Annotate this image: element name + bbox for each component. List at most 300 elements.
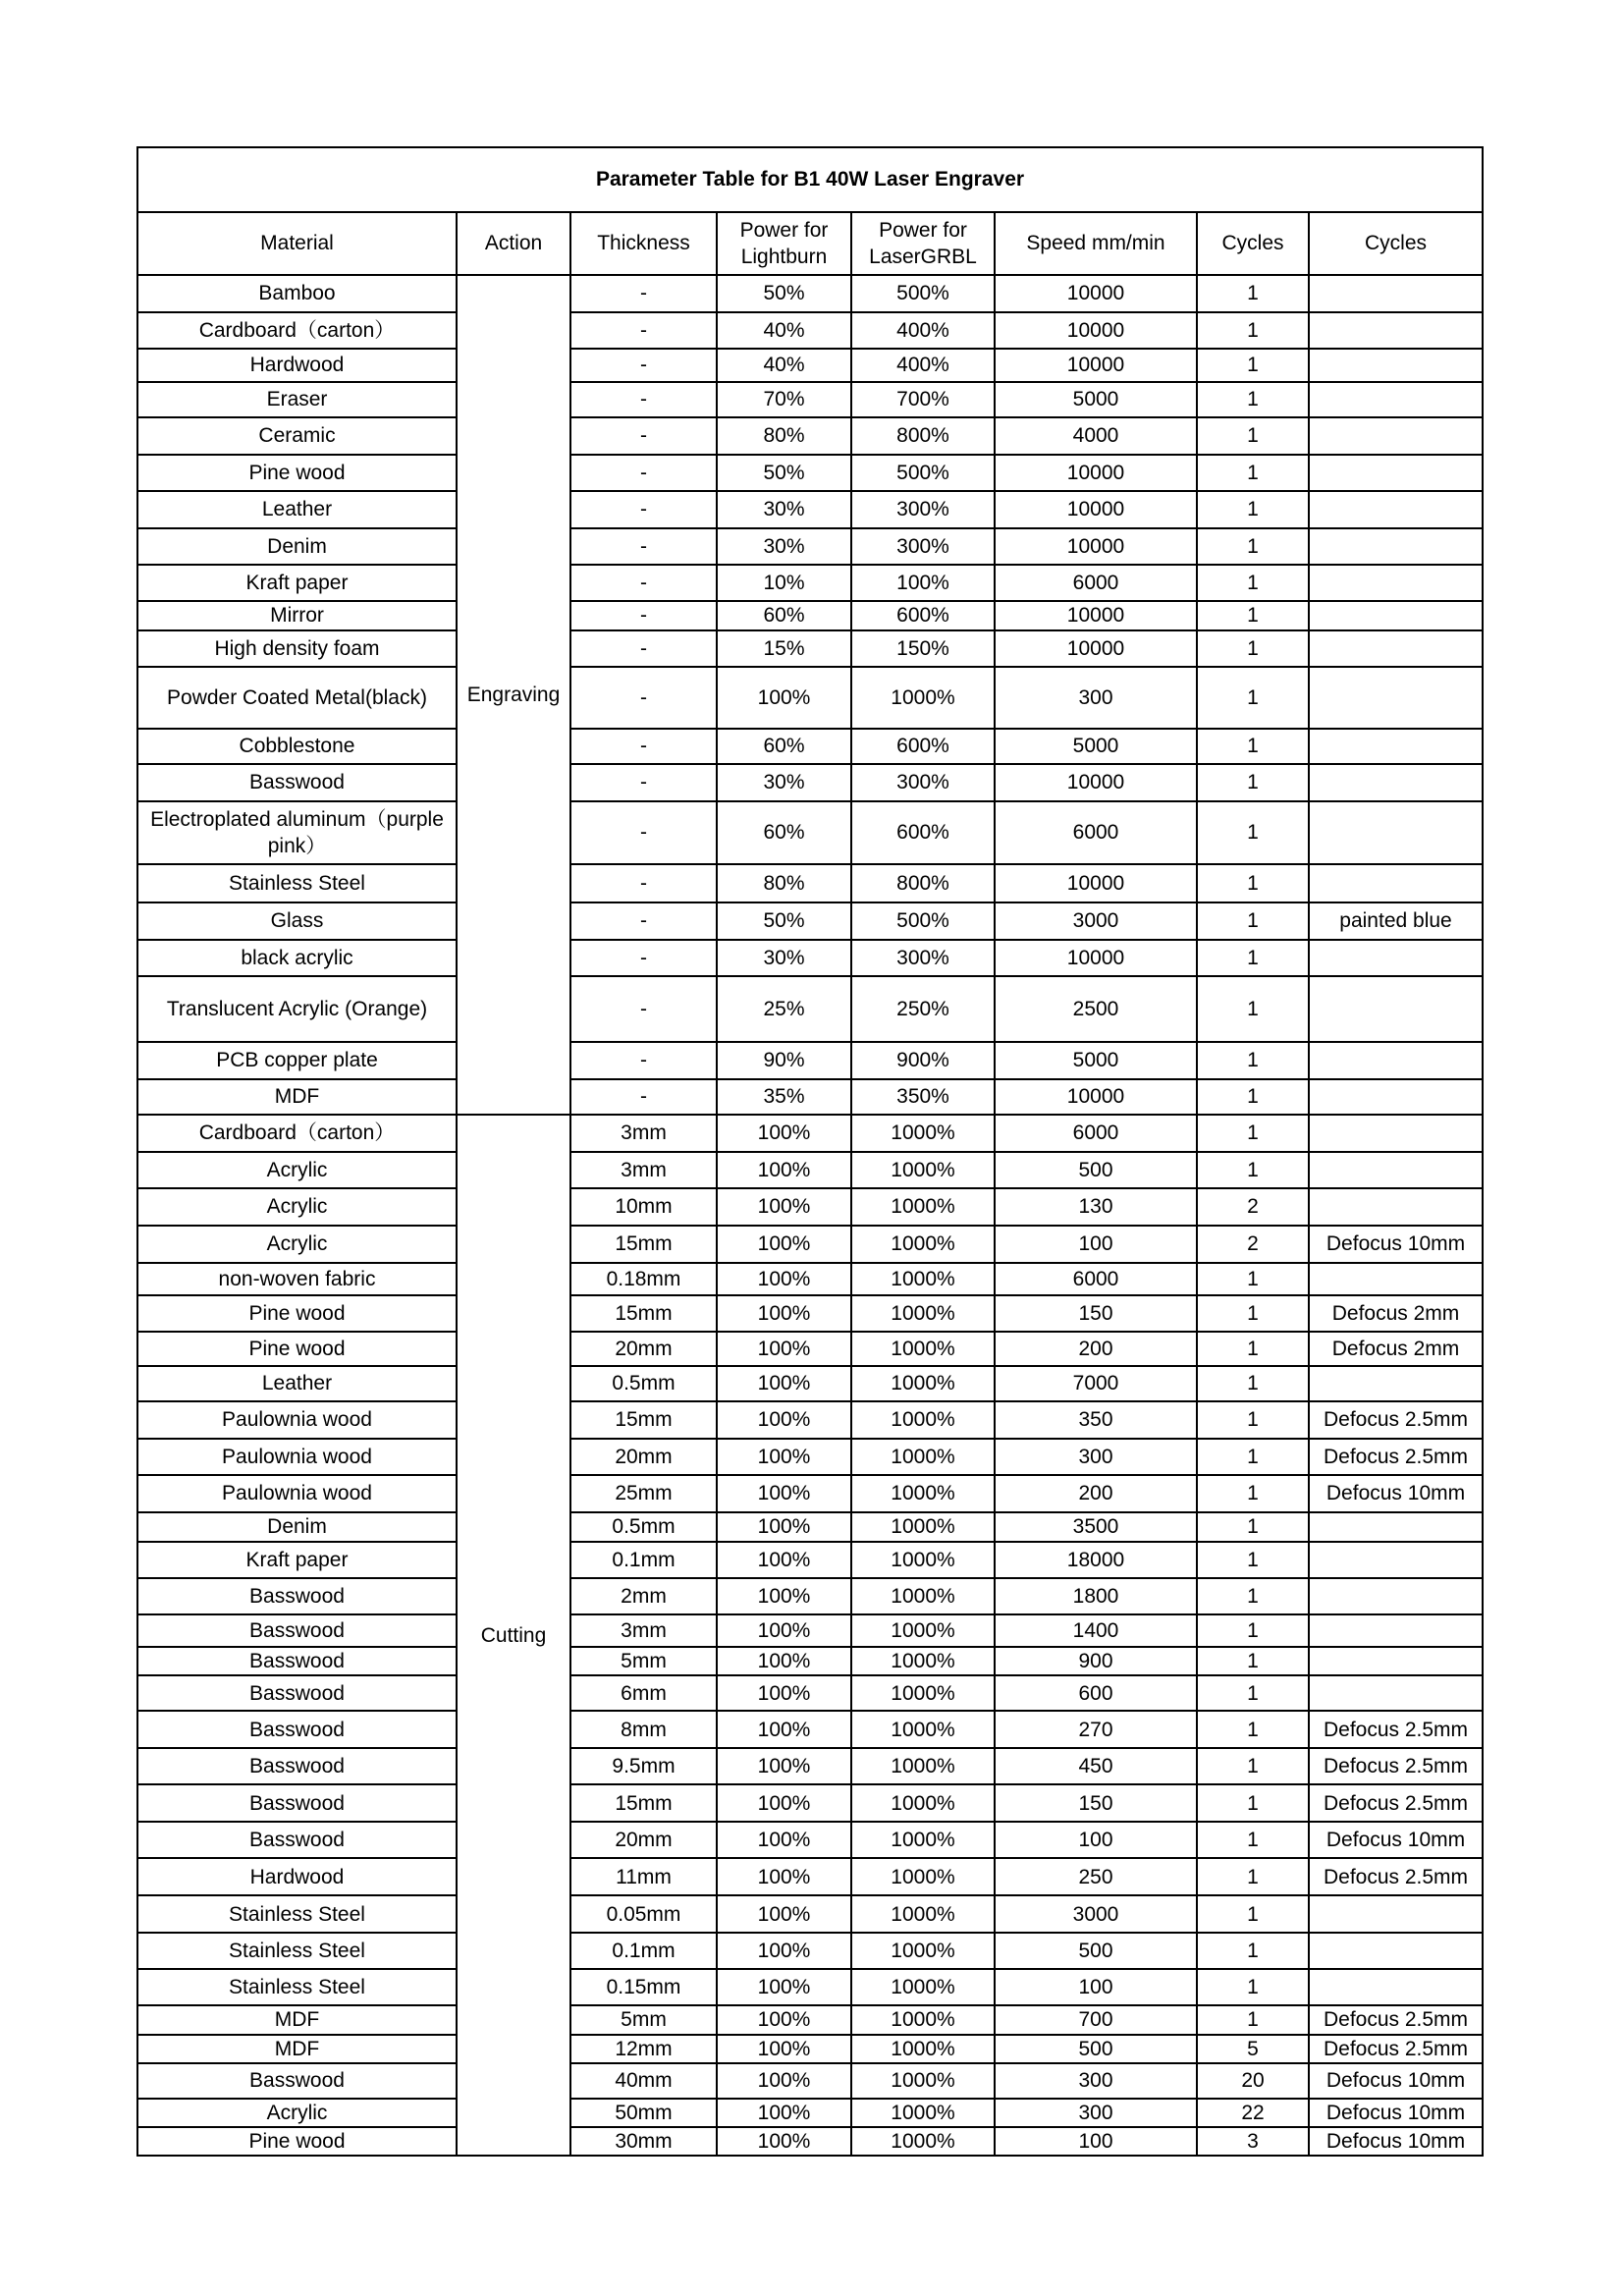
power-lightburn-cell: 100% xyxy=(717,1542,851,1578)
power-lightburn-cell: 100% xyxy=(717,1332,851,1366)
thickness-cell: 0.5mm xyxy=(570,1512,717,1542)
material-cell: Basswood xyxy=(137,1578,457,1614)
speed-cell: 4000 xyxy=(995,417,1197,455)
cycles-cell: 1 xyxy=(1197,1542,1309,1578)
material-cell: Powder Coated Metal(black) xyxy=(137,667,457,729)
table-title: Parameter Table for B1 40W Laser Engraver xyxy=(137,147,1483,212)
power-lightburn-cell: 100% xyxy=(717,1969,851,2005)
note-cell xyxy=(1309,976,1483,1042)
header-cycles: Cycles xyxy=(1197,212,1309,275)
power-lightburn-cell: 100% xyxy=(717,2035,851,2063)
header-action: Action xyxy=(457,212,570,275)
cycles-cell: 2 xyxy=(1197,1188,1309,1226)
cycles-cell: 1 xyxy=(1197,275,1309,312)
material-cell: Mirror xyxy=(137,601,457,630)
material-cell: Acrylic xyxy=(137,1152,457,1188)
cycles-cell: 1 xyxy=(1197,1079,1309,1115)
speed-cell: 1400 xyxy=(995,1614,1197,1647)
material-cell: Pine wood xyxy=(137,2127,457,2156)
cycles-cell: 1 xyxy=(1197,764,1309,801)
table-row xyxy=(137,902,1483,940)
power-lasergrbl-cell: 1000% xyxy=(851,1512,995,1542)
material-cell: Basswood xyxy=(137,764,457,801)
power-lasergrbl-cell: 300% xyxy=(851,940,995,976)
table-row xyxy=(137,864,1483,902)
power-lasergrbl-cell: 400% xyxy=(851,312,995,349)
thickness-cell: 5mm xyxy=(570,2005,717,2034)
material-cell: Basswood xyxy=(137,1675,457,1711)
thickness-cell: 15mm xyxy=(570,1295,717,1332)
note-cell: Defocus 2mm xyxy=(1309,1295,1483,1332)
power-lasergrbl-cell: 300% xyxy=(851,528,995,565)
power-lasergrbl-cell: 1000% xyxy=(851,1188,995,1226)
speed-cell: 6000 xyxy=(995,1115,1197,1152)
cycles-cell: 1 xyxy=(1197,940,1309,976)
thickness-cell: 25mm xyxy=(570,1475,717,1512)
thickness-cell: 3mm xyxy=(570,1614,717,1647)
power-lasergrbl-cell: 1000% xyxy=(851,1366,995,1401)
cycles-cell: 1 xyxy=(1197,1647,1309,1675)
material-cell: Acrylic xyxy=(137,1226,457,1263)
speed-cell: 700 xyxy=(995,2005,1197,2034)
table-row xyxy=(137,1115,1483,1152)
power-lasergrbl-cell: 100% xyxy=(851,565,995,601)
power-lasergrbl-cell: 1000% xyxy=(851,1439,995,1475)
cycles-cell: 1 xyxy=(1197,1895,1309,1933)
cycles-cell: 1 xyxy=(1197,1675,1309,1711)
power-lasergrbl-cell: 1000% xyxy=(851,2127,995,2156)
material-cell: Paulownia wood xyxy=(137,1401,457,1439)
note-cell: Defocus 10mm xyxy=(1309,2099,1483,2127)
power-lightburn-cell: 50% xyxy=(717,455,851,491)
note-cell xyxy=(1309,275,1483,312)
material-cell: Stainless Steel xyxy=(137,1933,457,1969)
material-cell: MDF xyxy=(137,2035,457,2063)
note-cell xyxy=(1309,455,1483,491)
table-row xyxy=(137,1079,1483,1115)
note-cell: Defocus 2.5mm xyxy=(1309,2035,1483,2063)
table-row xyxy=(137,1152,1483,1188)
note-cell: Defocus 2.5mm xyxy=(1309,1784,1483,1822)
table-row xyxy=(137,528,1483,565)
power-lasergrbl-cell: 1000% xyxy=(851,1578,995,1614)
table-row xyxy=(137,2005,1483,2034)
power-lightburn-cell: 70% xyxy=(717,382,851,417)
cycles-cell: 1 xyxy=(1197,1711,1309,1748)
table-row xyxy=(137,1512,1483,1542)
cycles-cell: 2 xyxy=(1197,1226,1309,1263)
power-lasergrbl-cell: 1000% xyxy=(851,2099,995,2127)
material-cell: Stainless Steel xyxy=(137,1969,457,2005)
material-cell: Translucent Acrylic (Orange) xyxy=(137,976,457,1042)
material-cell: Acrylic xyxy=(137,2099,457,2127)
note-cell xyxy=(1309,1079,1483,1115)
material-cell: black acrylic xyxy=(137,940,457,976)
power-lasergrbl-cell: 1000% xyxy=(851,1822,995,1858)
speed-cell: 10000 xyxy=(995,864,1197,902)
power-lasergrbl-cell: 1000% xyxy=(851,2005,995,2034)
note-cell: Defocus 2.5mm xyxy=(1309,1858,1483,1895)
power-lasergrbl-cell: 1000% xyxy=(851,1969,995,2005)
material-cell: Basswood xyxy=(137,1784,457,1822)
thickness-cell: 3mm xyxy=(570,1115,717,1152)
note-cell xyxy=(1309,1933,1483,1969)
note-cell: Defocus 10mm xyxy=(1309,1226,1483,1263)
cycles-cell: 1 xyxy=(1197,1295,1309,1332)
power-lightburn-cell: 80% xyxy=(717,864,851,902)
material-cell: Ceramic xyxy=(137,417,457,455)
power-lasergrbl-cell: 300% xyxy=(851,491,995,528)
material-cell: Pine wood xyxy=(137,1295,457,1332)
cycles-cell: 1 xyxy=(1197,801,1309,864)
table-row xyxy=(137,1822,1483,1858)
power-lasergrbl-cell: 600% xyxy=(851,729,995,764)
table-row xyxy=(137,1295,1483,1332)
note-cell: Defocus 2mm xyxy=(1309,1332,1483,1366)
power-lightburn-cell: 50% xyxy=(717,902,851,940)
power-lasergrbl-cell: 900% xyxy=(851,1042,995,1079)
note-cell xyxy=(1309,601,1483,630)
cycles-cell: 1 xyxy=(1197,1858,1309,1895)
thickness-cell: - xyxy=(570,864,717,902)
table-row xyxy=(137,1439,1483,1475)
action-cell: Engraving xyxy=(457,275,570,1115)
material-cell: Cobblestone xyxy=(137,729,457,764)
table-row xyxy=(137,801,1483,864)
cycles-cell: 20 xyxy=(1197,2063,1309,2099)
table-body xyxy=(137,275,1483,2156)
table-row xyxy=(137,491,1483,528)
note-cell xyxy=(1309,1895,1483,1933)
speed-cell: 6000 xyxy=(995,565,1197,601)
cycles-cell: 1 xyxy=(1197,1439,1309,1475)
thickness-cell: 15mm xyxy=(570,1401,717,1439)
power-lightburn-cell: 100% xyxy=(717,2063,851,2099)
material-cell: Kraft paper xyxy=(137,1542,457,1578)
power-lightburn-cell: 100% xyxy=(717,2099,851,2127)
speed-cell: 300 xyxy=(995,667,1197,729)
table-row xyxy=(137,1895,1483,1933)
power-lightburn-cell: 100% xyxy=(717,1226,851,1263)
power-lasergrbl-cell: 1000% xyxy=(851,1748,995,1784)
note-cell xyxy=(1309,940,1483,976)
material-cell: Basswood xyxy=(137,1711,457,1748)
cycles-cell: 1 xyxy=(1197,902,1309,940)
table-row xyxy=(137,2127,1483,2156)
table-row xyxy=(137,1675,1483,1711)
thickness-cell: - xyxy=(570,565,717,601)
note-cell xyxy=(1309,729,1483,764)
cycles-cell: 3 xyxy=(1197,2127,1309,2156)
material-cell: Basswood xyxy=(137,1647,457,1675)
power-lasergrbl-cell: 250% xyxy=(851,976,995,1042)
table-row xyxy=(137,455,1483,491)
thickness-cell: 20mm xyxy=(570,1439,717,1475)
thickness-cell: 5mm xyxy=(570,1647,717,1675)
table-row xyxy=(137,976,1483,1042)
table-row xyxy=(137,1711,1483,1748)
speed-cell: 250 xyxy=(995,1858,1197,1895)
power-lightburn-cell: 100% xyxy=(717,1295,851,1332)
thickness-cell: 0.1mm xyxy=(570,1542,717,1578)
table-row xyxy=(137,1933,1483,1969)
table-row xyxy=(137,1475,1483,1512)
power-lightburn-cell: 80% xyxy=(717,417,851,455)
thickness-cell: - xyxy=(570,940,717,976)
note-cell xyxy=(1309,864,1483,902)
power-lightburn-cell: 35% xyxy=(717,1079,851,1115)
material-cell: Hardwood xyxy=(137,349,457,382)
thickness-cell: - xyxy=(570,630,717,667)
speed-cell: 300 xyxy=(995,1439,1197,1475)
table-row xyxy=(137,1614,1483,1647)
thickness-cell: - xyxy=(570,1079,717,1115)
note-cell xyxy=(1309,1188,1483,1226)
speed-cell: 300 xyxy=(995,2099,1197,2127)
speed-cell: 10000 xyxy=(995,312,1197,349)
power-lasergrbl-cell: 1000% xyxy=(851,1401,995,1439)
cycles-cell: 1 xyxy=(1197,729,1309,764)
cycles-cell: 1 xyxy=(1197,1263,1309,1295)
speed-cell: 3000 xyxy=(995,902,1197,940)
speed-cell: 1800 xyxy=(995,1578,1197,1614)
speed-cell: 100 xyxy=(995,1969,1197,2005)
power-lightburn-cell: 25% xyxy=(717,976,851,1042)
material-cell: Kraft paper xyxy=(137,565,457,601)
table-row xyxy=(137,601,1483,630)
cycles-cell: 1 xyxy=(1197,1152,1309,1188)
speed-cell: 270 xyxy=(995,1711,1197,1748)
material-cell: High density foam xyxy=(137,630,457,667)
power-lightburn-cell: 100% xyxy=(717,1675,851,1711)
power-lightburn-cell: 100% xyxy=(717,1115,851,1152)
note-cell: Defocus 10mm xyxy=(1309,2127,1483,2156)
power-lightburn-cell: 100% xyxy=(717,667,851,729)
thickness-cell: - xyxy=(570,491,717,528)
material-cell: Stainless Steel xyxy=(137,864,457,902)
cycles-cell: 5 xyxy=(1197,2035,1309,2063)
power-lightburn-cell: 100% xyxy=(717,1401,851,1439)
cycles-cell: 1 xyxy=(1197,864,1309,902)
note-cell xyxy=(1309,491,1483,528)
thickness-cell: - xyxy=(570,455,717,491)
cycles-cell: 1 xyxy=(1197,1933,1309,1969)
power-lasergrbl-cell: 500% xyxy=(851,455,995,491)
table-row xyxy=(137,312,1483,349)
power-lasergrbl-cell: 700% xyxy=(851,382,995,417)
note-cell: Defocus 10mm xyxy=(1309,1475,1483,1512)
power-lightburn-cell: 15% xyxy=(717,630,851,667)
thickness-cell: - xyxy=(570,667,717,729)
speed-cell: 10000 xyxy=(995,601,1197,630)
power-lightburn-cell: 100% xyxy=(717,1152,851,1188)
power-lightburn-cell: 40% xyxy=(717,312,851,349)
material-cell: Cardboard（carton） xyxy=(137,1115,457,1152)
power-lightburn-cell: 100% xyxy=(717,2005,851,2034)
speed-cell: 500 xyxy=(995,2035,1197,2063)
power-lasergrbl-cell: 1000% xyxy=(851,1647,995,1675)
power-lightburn-cell: 100% xyxy=(717,1512,851,1542)
header-row xyxy=(137,212,1483,275)
power-lightburn-cell: 100% xyxy=(717,1858,851,1895)
cycles-cell: 22 xyxy=(1197,2099,1309,2127)
speed-cell: 10000 xyxy=(995,455,1197,491)
table-row xyxy=(137,565,1483,601)
table-row xyxy=(137,349,1483,382)
power-lightburn-cell: 30% xyxy=(717,491,851,528)
thickness-cell: 12mm xyxy=(570,2035,717,2063)
speed-cell: 10000 xyxy=(995,630,1197,667)
speed-cell: 10000 xyxy=(995,764,1197,801)
note-cell xyxy=(1309,1152,1483,1188)
speed-cell: 500 xyxy=(995,1933,1197,1969)
power-lasergrbl-cell: 1000% xyxy=(851,1115,995,1152)
thickness-cell: 0.15mm xyxy=(570,1969,717,2005)
power-lightburn-cell: 100% xyxy=(717,1748,851,1784)
thickness-cell: - xyxy=(570,417,717,455)
note-cell xyxy=(1309,801,1483,864)
note-cell xyxy=(1309,382,1483,417)
power-lightburn-cell: 100% xyxy=(717,1439,851,1475)
power-lasergrbl-cell: 350% xyxy=(851,1079,995,1115)
note-cell: Defocus 2.5mm xyxy=(1309,1439,1483,1475)
power-lightburn-cell: 60% xyxy=(717,801,851,864)
table-row xyxy=(137,1784,1483,1822)
note-cell xyxy=(1309,1675,1483,1711)
thickness-cell: 2mm xyxy=(570,1578,717,1614)
power-lightburn-cell: 30% xyxy=(717,764,851,801)
material-cell: Hardwood xyxy=(137,1858,457,1895)
note-cell xyxy=(1309,630,1483,667)
table-row xyxy=(137,2063,1483,2099)
cycles-cell: 1 xyxy=(1197,455,1309,491)
note-cell xyxy=(1309,1512,1483,1542)
cycles-cell: 1 xyxy=(1197,312,1309,349)
power-lasergrbl-cell: 1000% xyxy=(851,1675,995,1711)
speed-cell: 10000 xyxy=(995,1079,1197,1115)
thickness-cell: - xyxy=(570,801,717,864)
note-cell xyxy=(1309,1115,1483,1152)
power-lasergrbl-cell: 1000% xyxy=(851,1295,995,1332)
table-row xyxy=(137,382,1483,417)
thickness-cell: 0.18mm xyxy=(570,1263,717,1295)
thickness-cell: 10mm xyxy=(570,1188,717,1226)
power-lightburn-cell: 100% xyxy=(717,1647,851,1675)
table-row xyxy=(137,1969,1483,2005)
cycles-cell: 1 xyxy=(1197,1332,1309,1366)
thickness-cell: 0.05mm xyxy=(570,1895,717,1933)
speed-cell: 150 xyxy=(995,1295,1197,1332)
thickness-cell: - xyxy=(570,382,717,417)
power-lasergrbl-cell: 500% xyxy=(851,275,995,312)
material-cell: MDF xyxy=(137,2005,457,2034)
speed-cell: 10000 xyxy=(995,349,1197,382)
power-lasergrbl-cell: 800% xyxy=(851,864,995,902)
speed-cell: 100 xyxy=(995,2127,1197,2156)
power-lasergrbl-cell: 600% xyxy=(851,801,995,864)
table-row xyxy=(137,1226,1483,1263)
cycles-cell: 1 xyxy=(1197,1578,1309,1614)
note-cell xyxy=(1309,1614,1483,1647)
speed-cell: 900 xyxy=(995,1647,1197,1675)
table-row xyxy=(137,1332,1483,1366)
power-lightburn-cell: 100% xyxy=(717,1263,851,1295)
speed-cell: 100 xyxy=(995,1226,1197,1263)
power-lightburn-cell: 30% xyxy=(717,528,851,565)
note-cell: Defocus 10mm xyxy=(1309,2063,1483,2099)
thickness-cell: 30mm xyxy=(570,2127,717,2156)
note-cell: painted blue xyxy=(1309,902,1483,940)
table-row xyxy=(137,1578,1483,1614)
table-row xyxy=(137,729,1483,764)
cycles-cell: 1 xyxy=(1197,491,1309,528)
cycles-cell: 1 xyxy=(1197,1969,1309,2005)
material-cell: MDF xyxy=(137,1079,457,1115)
cycles-cell: 1 xyxy=(1197,630,1309,667)
speed-cell: 350 xyxy=(995,1401,1197,1439)
speed-cell: 6000 xyxy=(995,801,1197,864)
material-cell: Pine wood xyxy=(137,1332,457,1366)
power-lasergrbl-cell: 400% xyxy=(851,349,995,382)
table-row xyxy=(137,630,1483,667)
speed-cell: 2500 xyxy=(995,976,1197,1042)
thickness-cell: - xyxy=(570,312,717,349)
material-cell: Stainless Steel xyxy=(137,1895,457,1933)
material-cell: Cardboard（carton） xyxy=(137,312,457,349)
power-lightburn-cell: 60% xyxy=(717,601,851,630)
thickness-cell: 6mm xyxy=(570,1675,717,1711)
speed-cell: 300 xyxy=(995,2063,1197,2099)
thickness-cell: - xyxy=(570,528,717,565)
power-lightburn-cell: 100% xyxy=(717,1933,851,1969)
thickness-cell: - xyxy=(570,729,717,764)
power-lasergrbl-cell: 1000% xyxy=(851,1858,995,1895)
material-cell: Paulownia wood xyxy=(137,1439,457,1475)
note-cell: Defocus 10mm xyxy=(1309,1822,1483,1858)
thickness-cell: 0.1mm xyxy=(570,1933,717,1969)
speed-cell: 5000 xyxy=(995,382,1197,417)
power-lasergrbl-cell: 1000% xyxy=(851,1614,995,1647)
material-cell: Eraser xyxy=(137,382,457,417)
table-row xyxy=(137,417,1483,455)
speed-cell: 200 xyxy=(995,1475,1197,1512)
note-cell xyxy=(1309,417,1483,455)
thickness-cell: 3mm xyxy=(570,1152,717,1188)
power-lightburn-cell: 100% xyxy=(717,1784,851,1822)
cycles-cell: 1 xyxy=(1197,1748,1309,1784)
parameter-table xyxy=(136,146,1484,2157)
power-lasergrbl-cell: 800% xyxy=(851,417,995,455)
material-cell: Denim xyxy=(137,1512,457,1542)
power-lasergrbl-cell: 1000% xyxy=(851,1711,995,1748)
material-cell: Basswood xyxy=(137,2063,457,2099)
power-lasergrbl-cell: 1000% xyxy=(851,2063,995,2099)
table-row xyxy=(137,1858,1483,1895)
power-lasergrbl-cell: 300% xyxy=(851,764,995,801)
material-cell: Paulownia wood xyxy=(137,1475,457,1512)
thickness-cell: - xyxy=(570,601,717,630)
power-lightburn-cell: 100% xyxy=(717,1614,851,1647)
thickness-cell: 0.5mm xyxy=(570,1366,717,1401)
speed-cell: 5000 xyxy=(995,1042,1197,1079)
note-cell xyxy=(1309,1969,1483,2005)
table-row xyxy=(137,1401,1483,1439)
material-cell: Bamboo xyxy=(137,275,457,312)
speed-cell: 130 xyxy=(995,1188,1197,1226)
thickness-cell: - xyxy=(570,1042,717,1079)
power-lightburn-cell: 30% xyxy=(717,940,851,976)
power-lightburn-cell: 60% xyxy=(717,729,851,764)
